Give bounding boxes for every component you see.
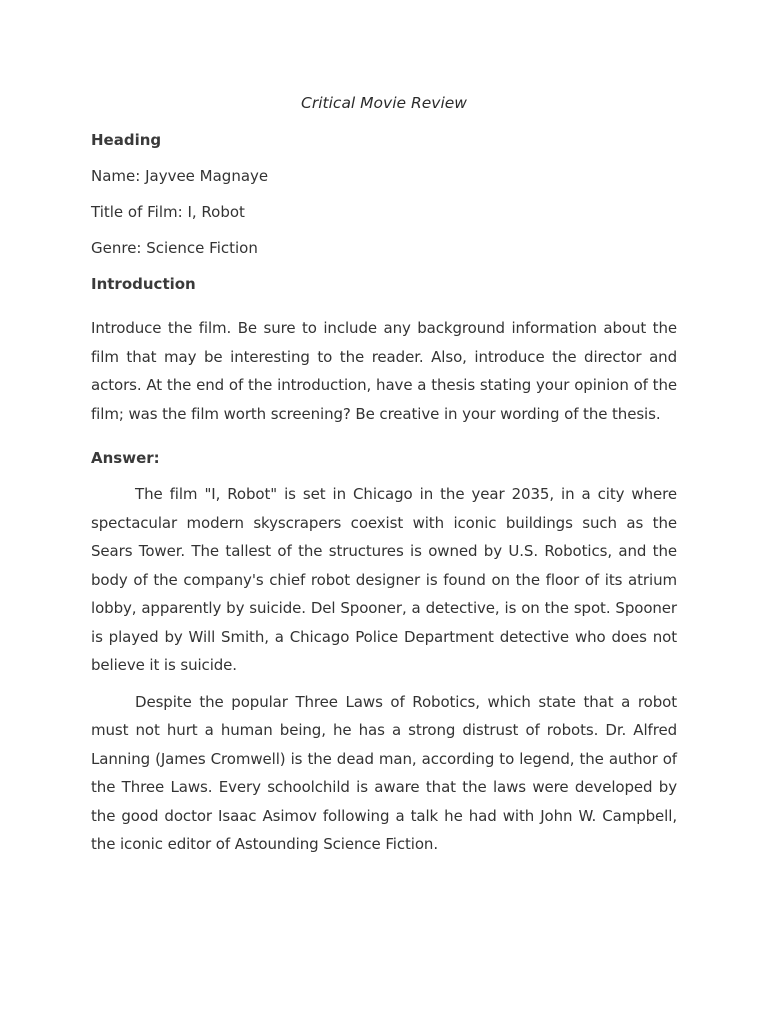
- document-body: [91, 90, 677, 859]
- answer-label: Answer:: [91, 449, 160, 467]
- heading-label: Heading: [91, 131, 162, 149]
- answer-paragraph-1: The film "I, Robot" is set in Chicago in the year 2035, in a city where spectacular modern skyscrapers coexist with iconic buildings such as the Sears Tower. The tallest of the structures is owned by U.S. Robotics, and the body of the company's chief robot designer is found on the floor of its atrium lobby, apparently by suicide. Del Spooner, a detective, is on the spot. Spooner is played by Will Smith, a Chicago Police Department detective who does not believe it is suicide.: [91, 485, 677, 674]
- genre-line: Genre: Science Fiction: [91, 239, 258, 257]
- document-title: Critical Movie Review: [301, 94, 467, 112]
- film-title-line: Title of Film: I, Robot: [91, 203, 245, 221]
- name-line: Name: Jayvee Magnaye: [91, 167, 269, 185]
- introduction-label: Introduction: [91, 275, 196, 293]
- introduction-paragraph: Introduce the film. Be sure to include any background information about the film that may be interesting to the reader. Also, introduce the director and actors. At the end of the introduction, have a thesis stating your opinion of the film; was the film worth screening? Be creative in your wording of the thesis.: [91, 319, 677, 423]
- answer-paragraph-2: Despite the popular Three Laws of Robotics, which state that a robot must not hurt a human being, he has a strong distrust of robots. Dr. Alfred Lanning (James Cromwell) is the dead man, according to legend, the author of the Three Laws. Every schoolchild is aware that the laws were developed by the good doctor Isaac Asimov following a talk he had with John W. Campbell, the iconic editor of Astounding Science Fiction.: [91, 692, 677, 853]
